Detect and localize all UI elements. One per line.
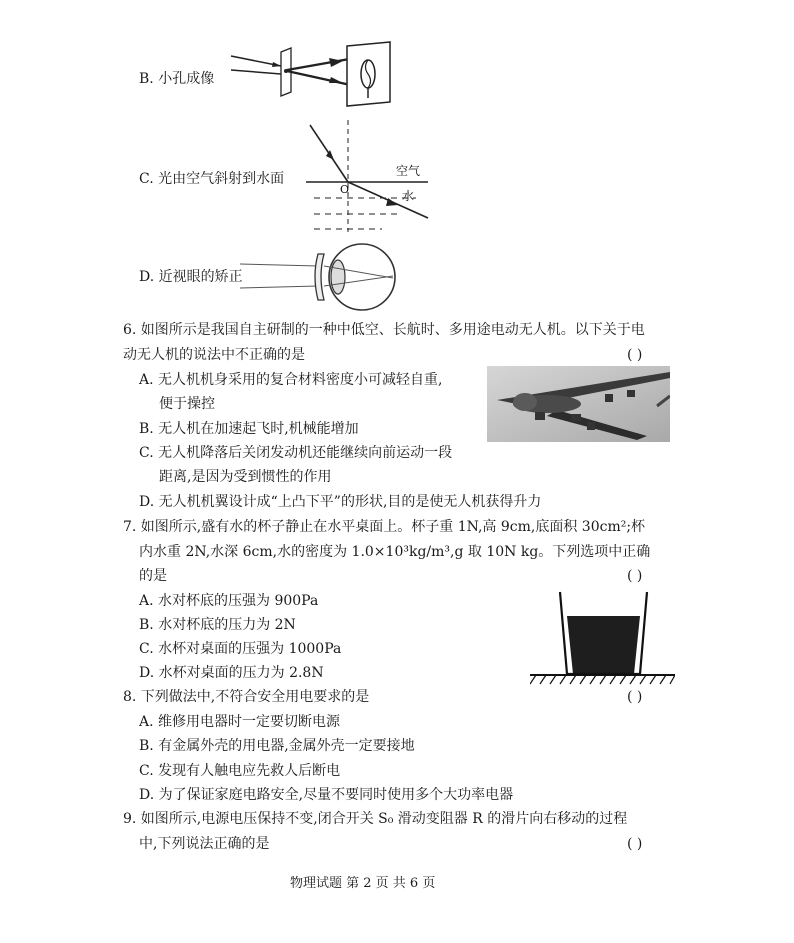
q6-option-b: B. 无人机在加速起飞时,机械能增加 xyxy=(139,421,359,437)
origin-label: O xyxy=(340,183,350,196)
q7-option-d: D. 水杯对桌面的压力为 2.8N xyxy=(139,665,324,681)
refraction-figure xyxy=(300,120,440,235)
q6-stem-line1: 6. 如图所示是我国自主研制的一种中低空、长航时、多用途电动无人机。以下关于电 xyxy=(123,322,645,338)
q6-option-c-cont: 距离,是因为受到惯性的作用 xyxy=(159,469,332,485)
q6-answer-paren: ( ) xyxy=(627,347,643,363)
q7-option-a: A. 水对杯底的压强为 900Pa xyxy=(139,593,319,609)
drone-photo xyxy=(487,366,670,442)
q7-stem-line2: 内水重 2N,水深 6cm,水的密度为 1.0×10³kg/m³,g 取 10N kg。下列选项中正确 xyxy=(139,544,651,560)
q8-option-c: C. 发现有人触电应先救人后断电 xyxy=(139,763,341,779)
q7-option-c: C. 水杯对桌面的压强为 1000Pa xyxy=(139,641,342,657)
q9-answer-paren: ( ) xyxy=(627,836,643,852)
q8-answer-paren: ( ) xyxy=(627,689,643,705)
q5-option-b: B. 小孔成像 xyxy=(139,71,215,87)
page-footer: 物理试题 第 2 页 共 6 页 xyxy=(290,876,436,891)
pinhole-figure xyxy=(225,40,395,110)
q9-stem-line2: 中,下列说法正确的是 xyxy=(139,836,270,852)
q7-answer-paren: ( ) xyxy=(627,568,643,584)
q7-stem-line1: 7. 如图所示,盛有水的杯子静止在水平桌面上。杯子重 1N,高 9cm,底面积 30cm²;杯 xyxy=(123,519,646,535)
q5-option-c: C. 光由空气斜射到水面 xyxy=(139,171,285,187)
q7-stem-line3: 的是 xyxy=(139,568,167,584)
water-label: 水 xyxy=(402,189,415,203)
air-label: 空气 xyxy=(396,164,421,178)
cup-on-table-figure xyxy=(530,588,675,688)
q6-option-a: A. 无人机机身采用的复合材料密度小可减轻自重, xyxy=(139,372,443,388)
q6-option-a-cont: 便于操控 xyxy=(159,396,215,412)
q6-stem-line2: 动无人机的说法中不正确的是 xyxy=(123,347,305,363)
q5-option-d: D. 近视眼的矫正 xyxy=(139,269,243,285)
q8-option-b: B. 有金属外壳的用电器,金属外壳一定要接地 xyxy=(139,738,415,754)
q7-option-b: B. 水对杯底的压力为 2N xyxy=(139,617,296,633)
eye-figure xyxy=(238,242,408,312)
q8-option-a: A. 维修用电器时一定要切断电源 xyxy=(139,714,341,730)
q8-option-d: D. 为了保证家庭电路安全,尽量不要同时使用多个大功率电器 xyxy=(139,787,514,803)
q8-stem: 8. 下列做法中,不符合安全用电要求的是 xyxy=(123,689,370,705)
q6-option-c: C. 无人机降落后关闭发动机还能继续向前运动一段 xyxy=(139,445,453,461)
q6-option-d: D. 无人机机翼设计成“上凸下平”的形状,目的是使无人机获得升力 xyxy=(139,494,542,510)
q9-stem-line1: 9. 如图所示,电源电压保持不变,闭合开关 S₀ 滑动变阻器 R 的滑片向右移动的过程 xyxy=(123,811,628,827)
